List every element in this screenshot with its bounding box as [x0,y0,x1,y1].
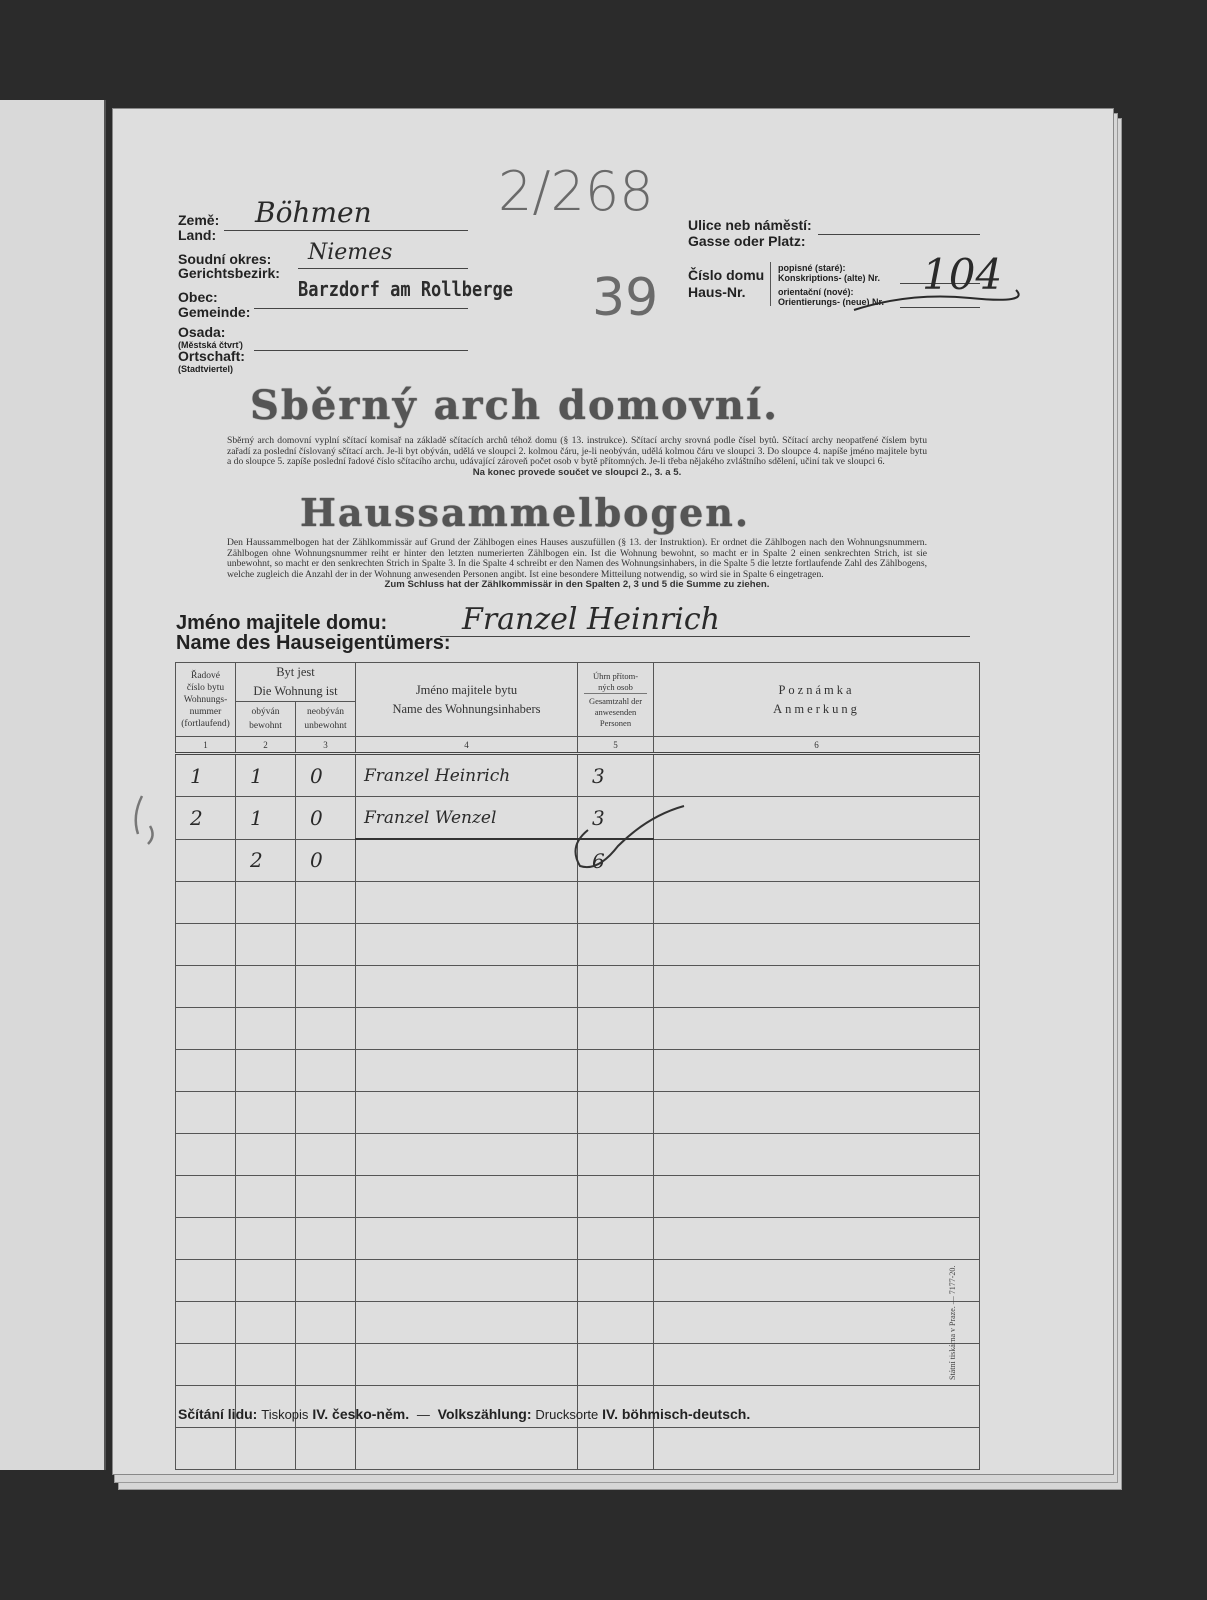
empty-cell [356,1428,578,1470]
form-footer [178,1406,750,1422]
header-col1-line2: číslo bytu [186,682,225,693]
empty-cell [176,1008,236,1050]
municipality-underline [254,308,468,309]
header-col6-cz: Poznámka [778,682,855,697]
totals-vacant: 0 [296,839,356,882]
table-row-empty [176,1260,980,1302]
street-label-de: Gasse oder Platz: [688,233,806,249]
header-col23-de: Die Wohnung ist [253,684,338,698]
empty-cell [296,1092,356,1134]
empty-cell [296,1218,356,1260]
table-row-empty [176,1302,980,1344]
footer-de-bold: Volkszählung: [437,1406,532,1422]
instructions-czech [227,436,927,478]
header-col3 [296,702,356,737]
empty-cell [236,1428,296,1470]
house-no-label-cz: Číslo domu [688,267,765,283]
district-value: Niemes [308,240,393,265]
municipality-label-de: Gemeinde: [178,304,251,320]
empty-cell [578,882,654,924]
orientation-label-2: Orientierungs- (neue) Nr. [778,297,885,307]
empty-cell [654,882,980,924]
pencil-annotations [128,786,688,886]
row2-vacant: 0 [296,797,356,840]
orientation-label-1: orientační (nové): [778,287,854,297]
owner-underline [440,636,970,637]
empty-cell [654,1302,980,1344]
header-col3-de: unbewohnt [304,721,347,731]
house-number-flourish [850,286,1020,316]
empty-cell [176,1176,236,1218]
empty-cell [578,1302,654,1344]
land-underline [224,230,468,231]
row2-owner-name: Franzel Wenzel [356,797,578,840]
table-row-empty [176,1008,980,1050]
header-col23 [236,663,356,702]
header-col2 [236,702,296,737]
empty-cell [176,1260,236,1302]
empty-cell [356,966,578,1008]
reference-number-top: 2/268 [498,160,654,223]
empty-cell [236,1344,296,1386]
empty-cell [654,966,980,1008]
row1-occupied: 1 [236,754,296,797]
locality-label-de: Ortschaft: [178,348,245,364]
house-no-bracket [770,262,773,306]
empty-cell [296,1008,356,1050]
row1-owner-name: Franzel Heinrich [356,754,578,797]
empty-cell [356,1008,578,1050]
empty-cell [578,1218,654,1260]
owner-value: Franzel Heinrich [462,602,720,637]
printer-note: Státní tiskárna v Praze. — 7177-20. [948,1265,957,1380]
row2-number: 2 [176,797,236,840]
footer-de-form: IV. böhmisch-deutsch. [602,1406,751,1422]
empty-cell [578,1008,654,1050]
empty-cell [356,924,578,966]
row2-occupied: 1 [236,797,296,840]
empty-cell [578,1134,654,1176]
locality-sub-cz: (Městská čtvrť) [178,340,243,350]
table-row-empty [176,1218,980,1260]
col-number-2: 2 [236,737,296,754]
header-col5-line4: anwesenden [594,706,637,717]
left-facing-page [0,100,106,1470]
empty-cell [236,1134,296,1176]
header-col4-de: Name des Wohnungsinhabers [392,701,541,716]
land-label-de: Land: [178,227,217,243]
empty-cell [236,882,296,924]
row2-persons: 3 [578,797,654,840]
land-value: Böhmen [255,196,372,229]
empty-cell [176,1218,236,1260]
land-label-cz: Země: [178,212,220,228]
empty-cell [176,1092,236,1134]
empty-cell [236,1050,296,1092]
empty-cell [176,1344,236,1386]
table-row-empty [176,1092,980,1134]
header-col4 [356,663,578,737]
table-header-row-1 [176,663,980,702]
header-col6 [654,663,980,737]
empty-cell [578,1050,654,1092]
totals-occupied: 2 [236,839,296,882]
empty-cell [356,1302,578,1344]
totals-note [654,839,980,882]
table-row-empty [176,1344,980,1386]
empty-cell [176,1134,236,1176]
empty-cell [356,1092,578,1134]
empty-cell [296,1176,356,1218]
empty-cell [236,1218,296,1260]
instructions-czech-final: Na konec provede součet ve sloupci 2., 3. a 5. [472,466,682,478]
district-underline [298,268,468,269]
footer-dash: — [416,1407,430,1422]
empty-rows [176,882,980,1470]
row1-number: 1 [176,754,236,797]
col-number-3: 3 [296,737,356,754]
empty-cell [654,1260,980,1302]
house-no-label-de: Haus-Nr. [688,284,746,300]
locality-underline [254,350,468,351]
empty-cell [578,1260,654,1302]
header-col6-de: Anmerkung [773,701,860,716]
empty-cell [296,882,356,924]
empty-cell [296,1134,356,1176]
header-col3-cz: neobýván [307,707,344,717]
empty-cell [296,1260,356,1302]
table-row-empty [176,1134,980,1176]
empty-cell [176,924,236,966]
empty-cell [236,966,296,1008]
header-col5-line3: Gesamtzahl der [588,695,643,706]
footer-de-normal: Drucksorte [535,1407,599,1422]
empty-cell [578,1092,654,1134]
footer-cz-normal: Tiskopis [261,1407,309,1422]
conscription-label-2: Konskriptions- (alte) Nr. [778,273,881,283]
empty-cell [236,1008,296,1050]
locality-label-cz: Osada: [178,324,226,340]
row2-note [654,797,980,840]
title-czech: Sběrný arch domovní. [250,382,780,429]
empty-cell [654,1008,980,1050]
col-number-5: 5 [578,737,654,754]
empty-cell [236,1176,296,1218]
conscription-label-1: popisné (staré): [778,263,846,273]
footer-cz-bold: Sčítání lidu: [178,1406,258,1422]
empty-cell [356,1050,578,1092]
instructions-czech-text: Sběrný arch domovní vyplní sčítací komisař na základě sčítacích archů téhož domu (§ 13. instrukce). Sčítací archy srovná podle čísel bytů. Sčítací archy neopatřené číslem bytu zařadí za poslední číslovaný sčítací arch. Je-li byt obýván, udělá ve sloupci 2. kolmou čáru, je-li neobýván, udělá kolmou čáru ve sloupci 3. Do sloupce 4. napíše jméno majitele bytu a do sloupce 5. zapíše poslední řadové číslo sčítacího archu, udávající zároveň počet osob v bytě přítomných. Je-li třeba nějakého zvláštního sdělení, učiní tak ve sloupci 6. [227,435,927,467]
municipality-label-cz: Obec: [178,289,218,305]
empty-cell [296,1428,356,1470]
empty-cell [176,966,236,1008]
footer-cz-form: IV. česko-něm. [312,1406,410,1422]
district-label-de: Gerichtsbezirk: [178,265,280,281]
empty-cell [654,1344,980,1386]
empty-cell [296,1302,356,1344]
empty-cell [356,1176,578,1218]
empty-cell [578,1344,654,1386]
empty-cell [654,1218,980,1260]
table-row-empty [176,1050,980,1092]
empty-cell [578,1176,654,1218]
header-col4-cz: Jméno majitele bytu [415,682,518,697]
street-label-cz: Ulice neb náměstí: [688,217,812,233]
empty-cell [654,1134,980,1176]
header-col1-line1: Řadové [190,670,221,681]
totals-persons: 6 [578,839,654,882]
header-col2-cz: obýván [251,707,280,717]
table-column-numbers [176,737,980,754]
instructions-german-final: Zum Schluss hat der Zählkommissär in den Spalten 2, 3 und 5 die Summe zu ziehen. [384,579,770,590]
row1-note [654,754,980,797]
empty-cell [578,966,654,1008]
title-german: Haussammelbogen. [300,490,751,535]
instructions-german-text: Den Haussammelbogen hat der Zählkommissär auf Grund der Zählbogen eines Hauses auszufüllen (§ 13. der Instruktion). Er ordnet die Zählbogen nach den Wohnungsnummern. Zählbogen ohne Wohnungsnummer reiht er hinter den letzten numerierten Zählbogen ein. Ist die Wohnung bewohnt, so macht er in Spalte 2 einen senkrechten Strich, ist sie unbewohnt, so macht er den senkrechten Strich in Spalte 3. In die Spalte 4 schreibt er den Namen des Wohnungsinhabers, in die Spalte 5 die letzte fortlaufende Zahl des Zählbogens, welche zugleich die Anzahl der in der Wohnung anwesenden Personen angibt. Ist eine besondere Mitteilung notwendig, so wird sie in Spalte 6 eingetragen. [227,537,927,580]
header-col5-line5: Personen [599,717,632,728]
empty-cell [236,924,296,966]
empty-cell [654,1050,980,1092]
census-table [175,662,980,1470]
header-col1-line5: (fortlaufend) [181,718,230,729]
empty-cell [296,1344,356,1386]
municipality-stamp: Barzdorf am Rollberge [298,278,513,302]
table-row-empty [176,966,980,1008]
table-row-empty [176,882,980,924]
row1-vacant: 0 [296,754,356,797]
empty-cell [296,966,356,1008]
col-number-6: 6 [654,737,980,754]
empty-cell [236,1302,296,1344]
empty-cell [296,1050,356,1092]
owner-label-cz: Jméno majitele domu: [176,612,388,634]
empty-cell [236,1092,296,1134]
row1-persons: 3 [578,754,654,797]
empty-cell [578,1428,654,1470]
col-number-4: 4 [356,737,578,754]
empty-cell [356,1344,578,1386]
district-label-cz: Soudní okres: [178,251,272,267]
empty-cell [356,882,578,924]
empty-cell [654,924,980,966]
table-row-empty [176,924,980,966]
empty-cell [296,924,356,966]
empty-cell [654,1092,980,1134]
empty-cell [236,1260,296,1302]
empty-cell [176,882,236,924]
header-col1-line4: nummer [189,706,222,717]
empty-cell [176,1428,236,1470]
header-col5-line2: ných osob [584,682,647,694]
header-col5 [578,663,654,737]
header-col5-line1: Úhrn přítom- [592,670,639,681]
locality-sub-de: (Stadtviertel) [178,364,234,374]
reference-number-bottom: 39 [592,268,659,328]
empty-cell [578,924,654,966]
house-number-value: 104 [922,250,1003,299]
header-col23-cz: Byt jest [276,665,315,679]
street-underline [818,234,980,235]
empty-cell [356,1260,578,1302]
empty-cell [356,1218,578,1260]
owner-label-de: Name des Hauseigentümers: [176,632,451,654]
empty-cell [176,1302,236,1344]
header-col1 [176,663,236,737]
col-number-1: 1 [176,737,236,754]
header-col1-line3: Wohnungs- [183,694,228,705]
table-row-empty [176,1176,980,1218]
instructions-german [227,538,927,591]
header-col2-de: bewohnt [249,721,282,731]
empty-cell [356,1134,578,1176]
empty-cell [654,1428,980,1470]
empty-cell [654,1176,980,1218]
table-row-empty [176,1428,980,1470]
empty-cell [176,1050,236,1092]
